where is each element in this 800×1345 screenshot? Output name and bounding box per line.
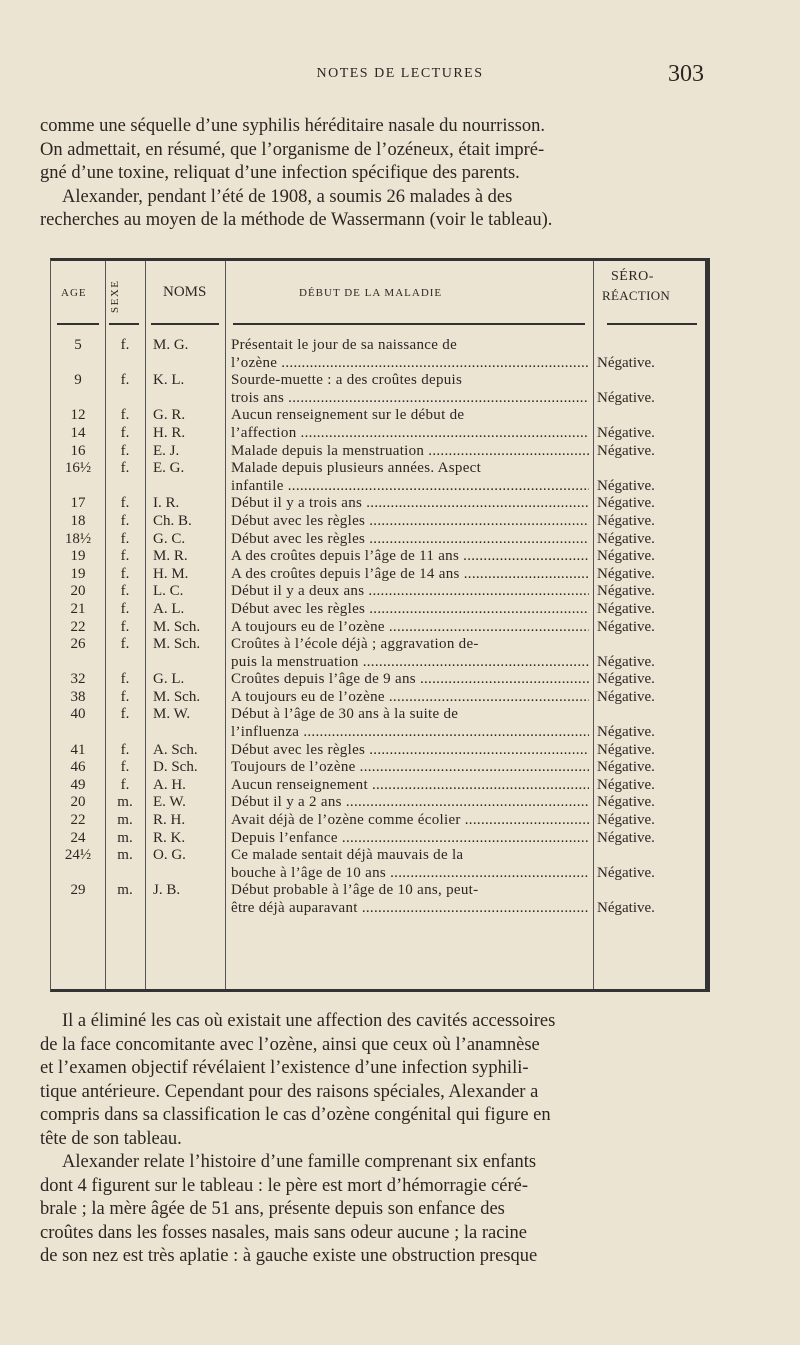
debut-text: Début à l’âge de 30 ans à la suite de — [231, 706, 459, 723]
table-row — [51, 759, 705, 777]
table-row — [51, 495, 705, 513]
cell-sero-reaction: Négative. — [597, 671, 655, 688]
cell-debut — [225, 830, 593, 848]
cell-nom: R. H. — [153, 812, 186, 829]
cell-nom: A. L. — [153, 600, 185, 617]
cell-debut — [225, 636, 593, 671]
cell-nom: M. G. — [153, 337, 189, 353]
cell-sexe: f. — [120, 372, 130, 389]
table-row — [51, 531, 705, 549]
cell-debut — [225, 583, 593, 601]
table-row — [51, 619, 705, 637]
cell-age: 16 — [70, 442, 86, 459]
cell-sero-reaction: Négative. — [597, 600, 655, 617]
intro-line: recherches au moyen de la méthode de Wassermann (voir le tableau). — [40, 210, 553, 230]
cell-sexe: f. — [120, 442, 130, 459]
debut-text: être déjà auparavant ..... — [231, 900, 589, 918]
debut-text: l’influenza ..... — [231, 724, 589, 742]
cell-sexe: f. — [120, 671, 130, 688]
cell-age: 49 — [70, 776, 86, 793]
cell-age: 16½ — [64, 460, 92, 477]
debut-text: trois ans ..... — [231, 390, 589, 408]
cell-nom: E. G. — [153, 460, 185, 477]
cell-sero-reaction: Négative. — [597, 688, 655, 705]
table-row — [51, 636, 705, 671]
cell-nom: H. R. — [153, 424, 186, 441]
cell-debut — [225, 513, 593, 531]
debut-text: Avait déjà de l’ozène comme écolier ..... — [231, 812, 589, 830]
cell-nom: G. R. — [153, 407, 186, 424]
cell-nom: M. Sch. — [153, 688, 201, 705]
cell-sero-reaction: Négative. — [597, 794, 655, 811]
cell-sexe: f. — [120, 512, 130, 529]
header-sexe: SEXE — [109, 279, 121, 313]
debut-text: Début il y a deux ans ..... — [231, 583, 589, 601]
cell-age: 18 — [70, 512, 86, 529]
intro-line: comme une séquelle d’une syphilis héréditaire nasale du nourrisson. — [40, 116, 546, 136]
cell-sexe: f. — [120, 565, 130, 582]
cell-age: 19 — [70, 548, 86, 565]
debut-text: l’ozène ..... — [231, 355, 589, 373]
table-row — [51, 671, 705, 689]
cell-sero-reaction: Négative. — [597, 900, 655, 916]
wassermann-table — [50, 258, 710, 992]
debut-text: A toujours eu de l’ozène ..... — [231, 689, 589, 707]
cell-sero-reaction: Négative. — [597, 741, 655, 758]
cell-age: 14 — [70, 424, 86, 441]
cell-nom: M. W. — [153, 706, 191, 723]
cell-debut — [225, 619, 593, 637]
table-row — [51, 830, 705, 848]
cell-sexe: m. — [117, 882, 133, 899]
header-debut: DÉBUT DE LA MALADIE — [299, 287, 443, 299]
cell-sexe: f. — [120, 424, 130, 441]
cell-sexe: f. — [120, 530, 130, 547]
debut-text: Début avec les règles ..... — [231, 742, 589, 760]
closing-line: et l’examen objectif révélaient l’existence d’une infection syphili- — [40, 1058, 529, 1078]
cell-sero-reaction: Négative. — [597, 864, 655, 881]
cell-sexe: f. — [120, 688, 130, 705]
cell-debut — [225, 601, 593, 619]
cell-debut — [225, 443, 593, 461]
cell-sero-reaction: Négative. — [597, 812, 655, 829]
cell-sero-reaction: Négative. — [597, 354, 655, 371]
cell-nom: J. B. — [153, 882, 181, 899]
table-row — [51, 425, 705, 443]
debut-text: Sourde-muette : a des croûtes depuis — [231, 372, 463, 389]
cell-nom: M. Sch. — [153, 636, 201, 653]
cell-debut — [225, 794, 593, 812]
table-row — [51, 513, 705, 531]
cell-debut — [225, 548, 593, 566]
intro-line: gné d’une toxine, reliquat d’une infection spécifique des parents. — [40, 163, 520, 183]
intro-line: On admettait, en résumé, que l’organisme de l’ozéneux, était impré- — [40, 139, 545, 160]
cell-debut — [225, 671, 593, 689]
cell-nom: M. Sch. — [153, 618, 201, 635]
cell-debut — [225, 812, 593, 830]
closing-line: dont 4 figurent sur le tableau : le père est mort d’hémorragie céré- — [40, 1175, 528, 1196]
cell-sexe: f. — [120, 600, 130, 617]
cell-sexe: m. — [117, 812, 133, 829]
cell-sero-reaction: Négative. — [597, 829, 655, 846]
table-row — [51, 407, 705, 425]
closing-line: brale ; la mère âgée de 51 ans, présente depuis son enfance des — [40, 1199, 505, 1219]
debut-text: Début avec les règles ..... — [231, 531, 589, 549]
cell-age: 9 — [74, 372, 82, 389]
cell-age: 19 — [70, 565, 86, 582]
cell-sero-reaction: Négative. — [597, 618, 655, 635]
debut-text: Malade depuis la menstruation ..... — [231, 443, 589, 461]
cell-nom: D. Sch. — [153, 759, 198, 776]
closing-line: croûtes dans les fosses nasales, mais sans odeur aucune ; la racine — [40, 1222, 528, 1243]
debut-text: infantile ..... — [231, 478, 589, 496]
cell-sero-reaction: Négative. — [597, 424, 655, 441]
page-number: 303 — [668, 61, 704, 87]
closing-line: compris dans sa classification le cas d’ozène congénital qui figure en — [40, 1105, 551, 1125]
table-body — [51, 337, 705, 918]
debut-text: A des croûtes depuis l’âge de 11 ans ..... — [231, 548, 589, 566]
cell-nom: I. R. — [153, 495, 180, 512]
cell-nom: M. R. — [153, 548, 188, 565]
debut-text: Aucun renseignement ..... — [231, 777, 589, 795]
table-row — [51, 847, 705, 882]
cell-nom: E. J. — [153, 442, 180, 459]
table-row — [51, 777, 705, 795]
header-sero-2: RÉACTION — [602, 288, 671, 303]
cell-sexe: m. — [117, 847, 133, 864]
table-row — [51, 583, 705, 601]
cell-age: 21 — [70, 600, 86, 617]
cell-age: 46 — [70, 759, 86, 776]
intro-line: Alexander, pendant l’été de 1908, a soumis 26 malades à des — [62, 186, 513, 207]
cell-debut — [225, 372, 593, 407]
table-row — [51, 337, 705, 372]
debut-text: Début probable à l’âge de 10 ans, peut- — [231, 882, 479, 899]
cell-debut — [225, 425, 593, 443]
cell-age: 22 — [70, 618, 86, 635]
cell-nom: G. C. — [153, 530, 186, 547]
debut-text: Début il y a trois ans ..... — [231, 495, 589, 513]
cell-debut — [225, 847, 593, 882]
cell-nom: Ch. B. — [153, 512, 192, 529]
debut-text: Présentait le jour de sa naissance de — [231, 337, 458, 353]
cell-debut — [225, 689, 593, 707]
cell-age: 40 — [70, 706, 86, 723]
debut-text: l’affection ..... — [231, 425, 589, 443]
cell-sero-reaction: Négative. — [597, 442, 655, 459]
header-noms: NOMS — [163, 284, 207, 300]
table-row — [51, 372, 705, 407]
cell-sexe: f. — [120, 741, 130, 758]
cell-nom: L. C. — [153, 583, 184, 600]
cell-sero-reaction: Négative. — [597, 583, 655, 600]
cell-sero-reaction: Négative. — [597, 389, 655, 406]
running-header: NOTES DE LECTURES — [316, 66, 484, 81]
cell-debut — [225, 531, 593, 549]
cell-age: 12 — [70, 407, 86, 424]
cell-debut — [225, 495, 593, 513]
closing-line: tête de son tableau. — [40, 1128, 182, 1149]
table-row — [51, 812, 705, 830]
debut-text: Croûtes à l’école déjà ; aggravation de- — [231, 636, 479, 653]
table-row — [51, 706, 705, 741]
cell-sexe: f. — [120, 636, 130, 653]
cell-debut — [225, 742, 593, 760]
cell-sero-reaction: Négative. — [597, 512, 655, 529]
debut-text: Début avec les règles ..... — [231, 513, 589, 531]
closing-paragraph — [40, 1010, 708, 1269]
cell-debut — [225, 706, 593, 741]
debut-text: Toujours de l’ozène ..... — [231, 759, 589, 777]
cell-debut — [225, 407, 593, 425]
cell-age: 17 — [70, 495, 86, 512]
cell-age: 18½ — [64, 530, 92, 547]
closing-line: Il a éliminé les cas où existait une affection des cavités accessoires — [62, 1011, 556, 1031]
table-row — [51, 882, 705, 917]
table-row — [51, 742, 705, 760]
debut-text: Croûtes depuis l’âge de 9 ans ..... — [231, 671, 589, 689]
cell-debut — [225, 460, 593, 495]
cell-sexe: f. — [120, 495, 130, 512]
cell-nom: E. W. — [153, 794, 186, 811]
cell-sexe: f. — [120, 337, 130, 353]
cell-nom: A. Sch. — [153, 741, 198, 758]
debut-text: Depuis l’enfance ..... — [231, 830, 589, 848]
cell-age: 24 — [70, 829, 86, 846]
cell-nom: R. K. — [153, 829, 186, 846]
debut-text: A des croûtes depuis l’âge de 14 ans ..... — [231, 566, 589, 584]
header-sero-1: SÉRO- — [611, 269, 654, 284]
debut-text: A toujours eu de l’ozène ..... — [231, 619, 589, 637]
cell-sexe: f. — [120, 618, 130, 635]
cell-age: 20 — [70, 794, 86, 811]
table-row — [51, 460, 705, 495]
debut-text: Aucun renseignement sur le début de — [231, 407, 465, 424]
debut-text: Début il y a 2 ans ..... — [231, 794, 589, 812]
header-age: AGE — [61, 287, 87, 299]
cell-sero-reaction: Négative. — [597, 724, 655, 741]
table-row — [51, 443, 705, 461]
cell-debut — [225, 337, 593, 372]
cell-sexe: m. — [117, 829, 133, 846]
cell-sero-reaction: Négative. — [597, 530, 655, 547]
cell-age: 20 — [70, 583, 86, 600]
cell-sexe: f. — [120, 583, 130, 600]
cell-sero-reaction: Négative. — [597, 548, 655, 565]
debut-text: Début avec les règles ..... — [231, 601, 589, 619]
header-separator — [57, 323, 699, 325]
cell-nom: A. H. — [153, 776, 186, 793]
table-row — [51, 548, 705, 566]
closing-line: tique antérieure. Cependant pour des raisons spéciales, Alexander a — [40, 1081, 539, 1102]
cell-debut — [225, 777, 593, 795]
cell-nom: K. L. — [153, 372, 185, 389]
debut-text: puis la menstruation ..... — [231, 654, 589, 672]
cell-age: 38 — [70, 688, 86, 705]
cell-sero-reaction: Négative. — [597, 776, 655, 793]
cell-debut — [225, 882, 593, 917]
cell-sero-reaction: Négative. — [597, 653, 655, 670]
cell-age: 32 — [70, 671, 86, 688]
cell-nom: G. L. — [153, 671, 185, 688]
cell-sero-reaction: Négative. — [597, 477, 655, 494]
cell-age: 41 — [70, 741, 86, 758]
cell-sexe: f. — [120, 759, 130, 776]
cell-nom: O. G. — [153, 847, 186, 864]
table-row — [51, 601, 705, 619]
cell-sexe: f. — [120, 407, 130, 424]
cell-sexe: f. — [120, 548, 130, 565]
intro-paragraph — [40, 115, 708, 233]
cell-debut — [225, 759, 593, 777]
debut-text: bouche à l’âge de 10 ans ..... — [231, 865, 589, 883]
table-row — [51, 689, 705, 707]
cell-sero-reaction: Négative. — [597, 759, 655, 776]
cell-age: 22 — [70, 812, 86, 829]
cell-age: 26 — [70, 636, 86, 653]
cell-debut — [225, 566, 593, 584]
cell-sexe: m. — [117, 794, 133, 811]
debut-text: Ce malade sentait déjà mauvais de la — [231, 847, 464, 864]
cell-age: 29 — [70, 882, 86, 899]
debut-text: Malade depuis plusieurs années. Aspect — [231, 460, 482, 477]
cell-nom: H. M. — [153, 565, 189, 582]
closing-line: Alexander relate l’histoire d’une famille comprenant six enfants — [62, 1152, 537, 1172]
cell-age: 5 — [74, 337, 82, 353]
cell-sexe: f. — [120, 460, 130, 477]
cell-sexe: f. — [120, 706, 130, 723]
cell-sero-reaction: Négative. — [597, 495, 655, 512]
table-row — [51, 794, 705, 812]
cell-sexe: f. — [120, 776, 130, 793]
cell-age: 24½ — [64, 847, 92, 864]
cell-sero-reaction: Négative. — [597, 565, 655, 582]
closing-line: de la face concomitante avec l’ozène, ainsi que ceux où l’anamnèse — [40, 1034, 540, 1055]
table-row — [51, 566, 705, 584]
closing-line: de son nez est très aplatie : à gauche existe une obstruction presque — [40, 1246, 538, 1266]
